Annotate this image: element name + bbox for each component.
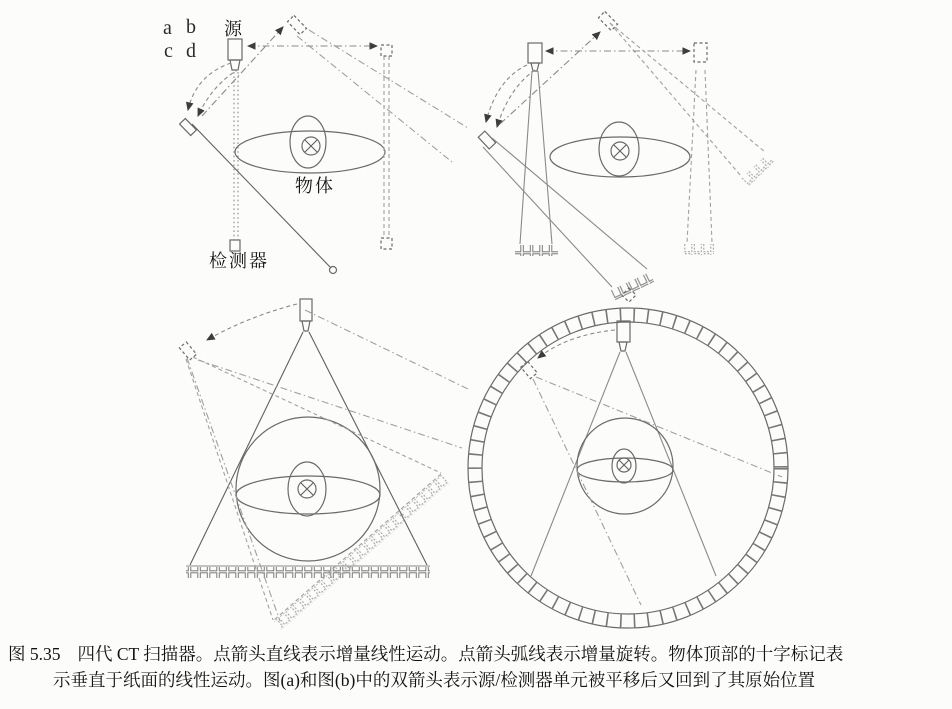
rotated-translation-paths [297,30,468,162]
panel-key [163,16,196,62]
narrow-fan-beam [520,71,552,244]
caption-line-1 [0,641,952,667]
rotated-detector-array [611,272,655,300]
key-letter-c: c [164,40,173,62]
translated-fan-ghost [683,43,714,255]
xray-source-icon [528,43,542,71]
key-letter-b: b [186,16,196,38]
xray-source-icon [617,321,630,351]
object-sphere [577,418,673,514]
key-letter-a: a [163,17,172,39]
rotated-source-ghost [288,15,307,34]
cross-mark-icon [298,480,316,498]
cross-mark-icon [611,142,629,160]
rotated-source-ghost [521,330,782,605]
xray-source-icon [228,39,242,70]
detector-label: 检测器 [209,251,269,271]
panel-fourth-generation [468,288,788,628]
rotated-source-icon [478,131,495,149]
key-letter-d: d [186,40,196,62]
rotated-fan-beam [483,138,647,287]
figure-number: 图 5.35 [8,644,61,664]
rotation-arc-arrows [486,32,600,127]
panel-third-generation [179,299,468,630]
source-label: 源 [224,19,244,39]
cross-mark-icon [302,137,320,155]
rotation-arc-arrow [538,330,615,358]
panel-first-generation [163,15,468,273]
caption-line-2: 示垂直于纸面的线性运动。图(a)和图(b)中的双箭头表示源/检测器单元被平移后又回到了其原始位置 [53,670,816,690]
rotation-arc-arrows [188,27,283,116]
cross-mark-icon [617,458,631,472]
xray-source-icon [300,299,312,331]
object-ellipse [550,122,690,177]
object-label: 物体 [295,176,335,196]
panel-second-generation [478,11,774,300]
detector-array [515,245,558,256]
rotated-fan-ghost [598,11,774,186]
object-ellipse [235,116,385,173]
figure-caption [0,641,952,693]
object-sphere [236,417,380,561]
caption-text-1: 四代 CT 扫描器。点箭头直线表示增量线性运动。点箭头弧线表示增量旋转。物体顶部的十字标记表 [77,644,844,664]
detector-array [186,566,430,578]
rotated-fan-ghost [179,342,448,630]
detector-icon [230,240,240,251]
